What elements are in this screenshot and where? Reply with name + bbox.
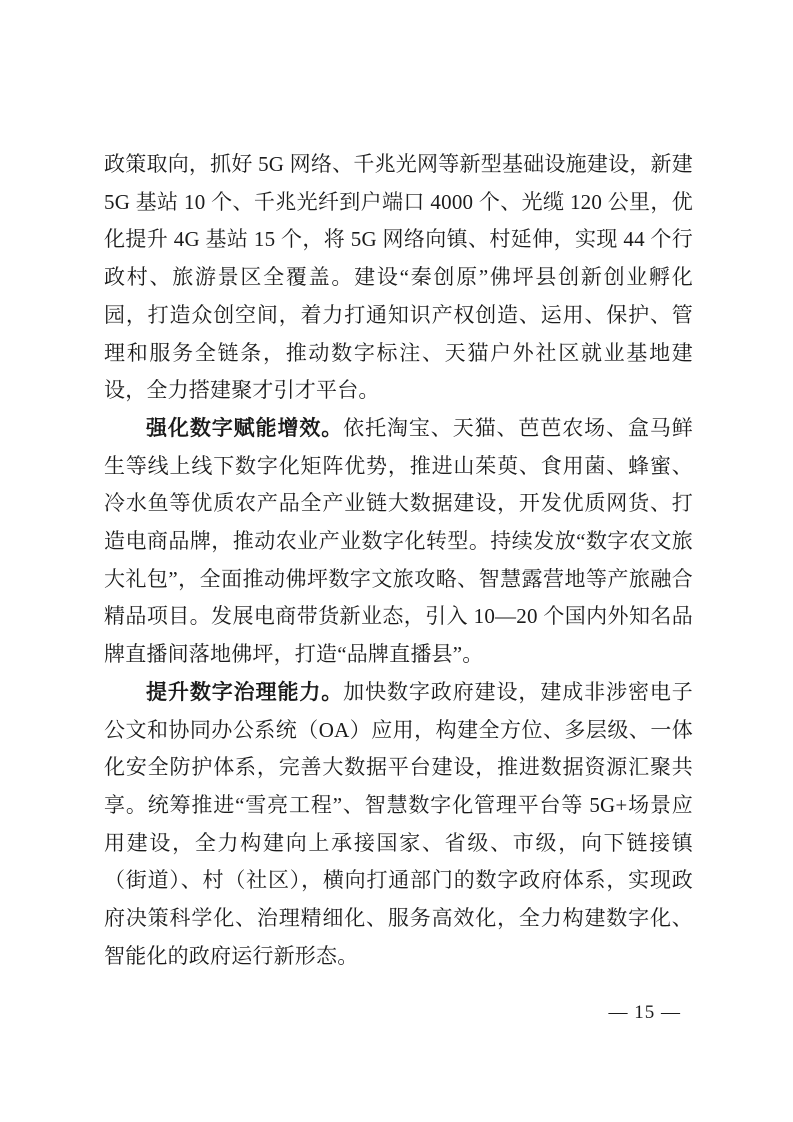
paragraph-text: 政策取向，抓好 5G 网络、千兆光网等新型基础设施建设，新建 5G 基站 10 个、千兆光纤到户端口 4000 个、光缆 120 公里，优化提升 4G 基站 15 个，将 5G 网络向镇、村延伸，实现 44 个行政村、旅游景区全覆盖。建设“秦创原”佛坪县创新创业孵化园，打造众创空间，着力打通知识产权创造、运用、保护、管理和服务全链条，推动数字标注、天猫户外社区就业基地建设，全力搭建聚才引才平台。 [104, 152, 693, 403]
page-number: — 15 — [608, 1002, 681, 1023]
body-paragraph-digital-governance [104, 674, 693, 976]
body-paragraph-digital-empowerment [104, 410, 693, 674]
paragraph-lead-heading: 提升数字治理能力。 [146, 679, 344, 704]
paragraph-lead-heading: 强化数字赋能增效。 [146, 415, 344, 440]
document-body [104, 146, 693, 975]
paragraph-text: 加快数字政府建设，建成非涉密电子公文和协同办公系统（OA）应用，构建全方位、多层级、一体化安全防护体系，完善大数据平台建设，推进数据资源汇聚共享。统筹推进“雪亮工程”、智慧数字化管理平台等 5G+场景应用建设，全力构建向上承接国家、省级、市级，向下链接镇（街道）、村（社区），横向打通部门的数字政府体系，实现政府决策科学化、治理精细化、服务高效化，全力构建数字化、智能化的政府运行新形态。 [104, 679, 693, 968]
body-paragraph-continuation [104, 146, 693, 410]
paragraph-text: 依托淘宝、天猫、芭芭农场、盒马鲜生等线上线下数字化矩阵优势，推进山茱萸、食用菌、蜂蜜、冷水鱼等优质农产品全产业链大数据建设，开发优质网货、打造电商品牌，推动农业产业数字化转型。持续发放“数字农文旅大礼包”，全面推动佛坪数字文旅攻略、智慧露营地等产旅融合精品项目。发展电商带货新业态，引入 10—20 个国内外知名品牌直播间落地佛坪，打造“品牌直播县”。 [104, 415, 693, 667]
